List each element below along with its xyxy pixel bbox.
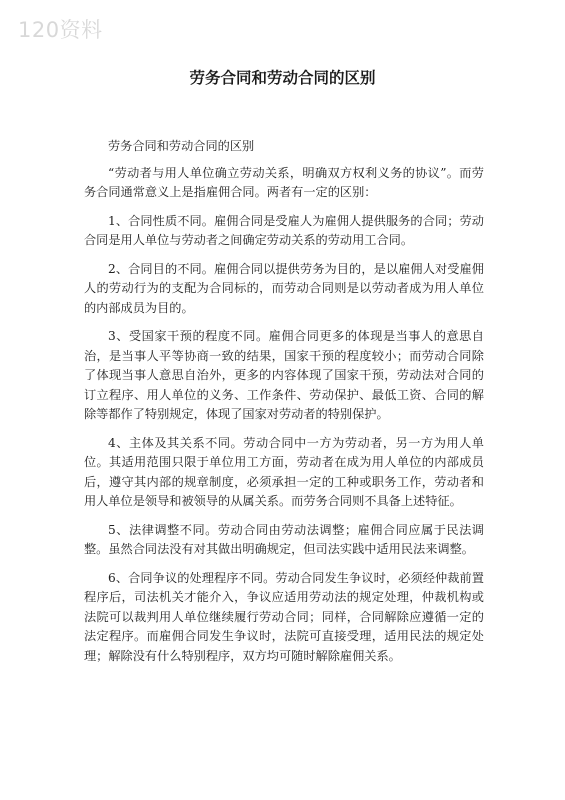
paragraph-3-state-intervention: 3、受国家干预的程度不同。雇佣合同更多的体现是当事人的意思自治，是当事人平等协商一致的结果，国家干预的程度较小；而劳动合同除了体现当事人意思自治外，更多的内容体现了国家干预，劳动法对合同的订立程序、用人单位的义务、工作条件、劳动保护、最低工资、合同的解除等都作了特别规定，体现了国家对劳动者的特别保护。 — [84, 329, 484, 421]
document-body — [84, 137, 484, 675]
document-title: 劳务合同和劳动合同的区别 — [189, 68, 376, 87]
document-subtitle: 劳务合同和劳动合同的区别 — [108, 139, 255, 153]
watermark-logo: 120资料 — [18, 18, 103, 42]
paragraph-6-dispute-procedure: 6、合同争议的处理程序不同。劳动合同发生争议时，必须经仲裁前置程序后，司法机关才能介入，争议应适用劳动法的规定处理，仲裁机构或法院可以裁判用人单位继续履行劳动合同；同样，合同解除应遵循一定的法定程序。而雇佣合同发生争议时，法院可直接受理，适用民法的规定处理；解除没有什么特别程序，双方均可随时解除雇佣关系。 — [84, 570, 484, 663]
paragraph-2-purpose: 2、合同目的不同。雇佣合同以提供劳务为目的，是以雇佣人对受雇佣人的劳动行为的支配为合同标的，而劳动合同则是以劳动者成为用人单位的内部成员为目的。 — [84, 261, 484, 315]
paragraph-4-parties: 4、主体及其关系不同。劳动合同中一方为劳动者，另一方为用人单位。其适用范围只限于单位用工方面，劳动者在成为用人单位的内部成员后，遵守其内部的规章制度，必须承担一定的工种或职务工作，劳动者和用人单位是领导和被领导的从属关系。而劳务合同则不具备上述特征。 — [84, 435, 484, 508]
paragraph-1-nature: 1、合同性质不同。雇佣合同是受雇人为雇佣人提供服务的合同；劳动合同是用人单位与劳动者之间确定劳动关系的劳动用工合同。 — [84, 213, 484, 247]
paragraph-5-legal-regulation: 5、法律调整不同。劳动合同由劳动法调整；雇佣合同应属于民法调整。虽然合同法没有对其做出明确规定，但司法实践中适用民法来调整。 — [84, 522, 484, 556]
paragraph-intro: “劳动者与用人单位确立劳动关系，明确双方权利义务的协议”。而劳务合同通常意义上是指雇佣合同。两者有一定的区别： — [84, 165, 484, 199]
